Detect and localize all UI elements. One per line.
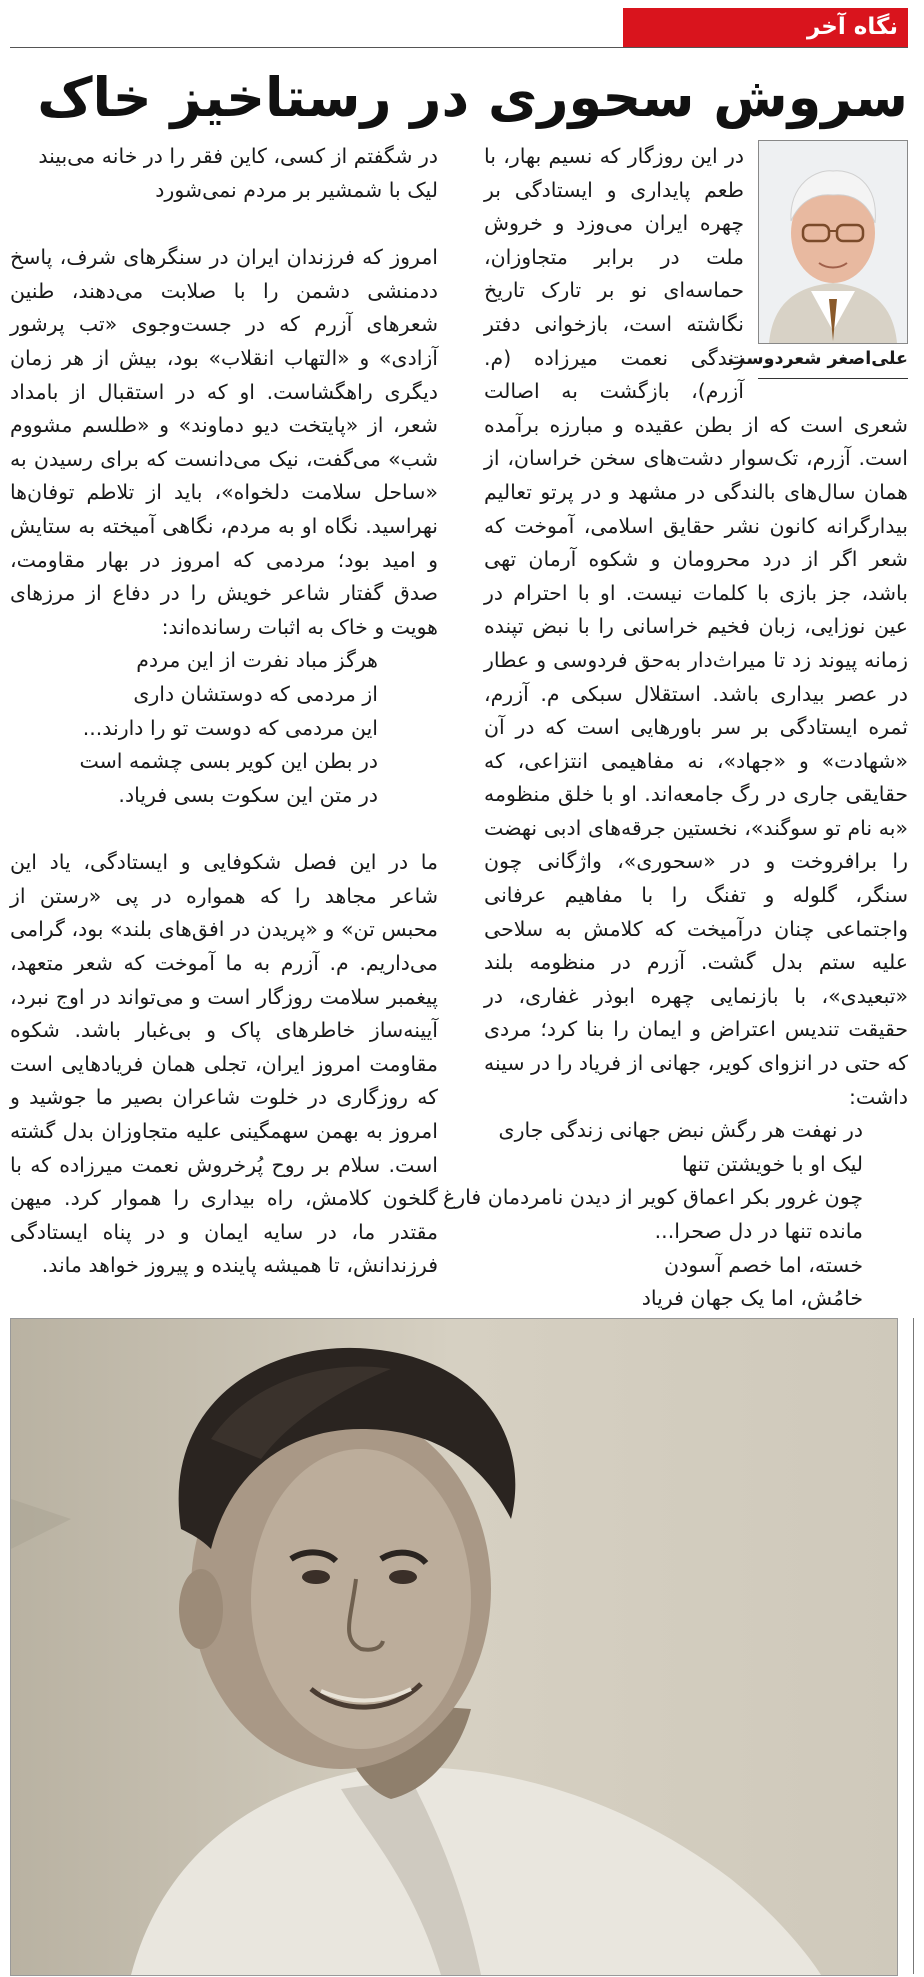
left-paragraph-2: امروز که فرزندان ایران در سنگرهای شرف، پاسخ ددمنشی دشمن را با صلابت می‌دهند، طنین شعرهای آزرم که در جست‌وجوی «تب پرشور آزادی» و «التهاب انقلاب» بود، بیش از هر زمان دیگری راهگشاست. او که در استقبال از بامداد شعر، از «پایتخت دیو دماوند» و «طلسم مشووم شب» می‌گفت، نیک می‌دانست که برای رسیدن به «ساحل سلامت دلخواه»، باید از تلاطم توفان‌ها نهراسید. نگاه او به مردم، نگاهی آمیخته به ستایش و امید بود؛ مردمی که امروز در بهار مقاومت، صدق گفتار شاعر خویش را در دفاع از مرزهای هویت و خاک به اثبات رسانده‌اند: <box>10 245 438 639</box>
couplet-line: در شگفتم از کسی، کاین فقر را در خانه می‌بیند <box>38 144 438 168</box>
right-paragraph-1: در این روزگار که نسیم بهار، با طعم پایداری و ایستادگی بر چهره ایران می‌وزد و خروش ملت در برابر متجاوزان، حماسه‌ای نو بر تارک تاریخ نگاشته است، بازخوانی دفتر زندگی نعمت میرزاده (م. آزرم)، بازگشت به اصالت شعری است که از بطن عقیده و مبارزه برآمده است. آزرم، تک‌سوار دشت‌های سخن خراسان، از همان سال‌های بالندگی در مشهد و در پرتو تعالیم بیدارگرانه کانون نشر حقایق اسلامی، آموخت که شعر اگر از درد محرومان و شکوه آرمان تهی باشد، جز بازی با کلمات نیست. او با احترام در عین نوزایی، زبان فخیم خراسانی را با نبض تپنده زمانه پیوند زد تا میراث‌دار به‌حق فردوسی و عطار در عصر بیداری باشد. استقلال سبکی م. آزرم، ثمره ایستادگی بر سر باورهایی است که در آن «شهادت» و «جهاد»، نه مفاهیمی انتزاعی، که حقایقی جاری در رگ جامعه‌اند. او با خلق منظومه «به نام تو سوگند»، نخستین جرقه‌های ادبی نهضت را برافروخت و در «سحوری»، واژگانی چون سنگر، گلوله و تفنگ را با مفاهیم عرفانی واجتماعی چنان درآمیخت که کلامش به سلاحی علیه ستم بدل گشت. آزرم در منظومه بلند «تبعیدی»، با بازنمایی چهره ابوذر غفاری، در حقیقت تندیس اعتراض و ایمان را بنا کرد؛ مردی که حتی در انزوای کویر، جهانی از فریاد را در سینه داشت: <box>484 144 908 1109</box>
verse-line: در بطن این کویر بسی چشمه است <box>79 749 378 774</box>
left-verse <box>10 644 438 812</box>
right-column <box>443 140 908 1316</box>
verse-line: این مردمی که دوست تو را دارند... <box>82 715 378 740</box>
side-rule <box>913 1318 914 1974</box>
poet-photograph <box>10 1318 898 1976</box>
verse-line: از مردمی که دوستشان داری <box>133 681 378 706</box>
headline: سروش سحوری در رستاخیز خاک <box>37 66 908 129</box>
author-portrait <box>758 140 908 344</box>
section-tag: نگاه آخر <box>623 8 908 47</box>
verse-line: چون غرور بکر اعماق کویر از دیدن نامردمان فارغ <box>443 1185 863 1210</box>
verse-line: لیک او با خویشتن تنها <box>681 1151 863 1176</box>
author-rule <box>758 378 908 379</box>
verse-line: خامُش، اما یک جهان فریاد <box>641 1286 863 1311</box>
left-paragraph-3: ما در این فصل شکوفایی و ایستادگی، یاد این شاعر مجاهد را که همواره در پی «رستن از محبس تن» و «پریدن در افق‌های بلند» بود، گرامی می‌داریم. م. آزرم به ما آموخت که شعر متعهد، پیغمبر سلامت روزگار است و می‌تواند در اوج نبرد، آیینه‌ساز خاطرهای پاک و بی‌غبار باشد. شکوه مقاومت امروز ایران، تجلی همان فریادهایی است که روزگاری در خلوت شاعران بصیر ما جوشید و امروز به بهمن سهمگینی علیه متجاوزان بدل گشته است. سلام بر روح پُرخروش نعمت میرزاده که با گلخون کلامش، راه بیداری را هموار کرد. میهن مقتدر ما، در سایه ایمان و در پناه ایستادگی فرزندانش، تا همیشه پاینده و پیروز خواهد ماند. <box>10 850 438 1278</box>
verse-line: خسته، اما خصم آسودن <box>664 1252 863 1277</box>
couplet-line: لیک با شمشیر بر مردم نمی‌شورد <box>155 177 438 202</box>
verse-line: هرگز مباد نفرت از این مردم <box>136 648 378 673</box>
author-box <box>727 140 908 379</box>
verse-line: در نهفت هر رگش نبض جهانی زندگی جاری <box>498 1118 863 1143</box>
author-name: علی‌اصغر شعردوست <box>727 349 908 369</box>
right-verse <box>443 1114 908 1316</box>
poet-photo-illustration <box>11 1319 897 1975</box>
left-column <box>10 140 438 1283</box>
header-rule <box>10 47 908 48</box>
verse-line: مانده تنها در دل صحرا... <box>654 1219 863 1243</box>
opening-couplet <box>10 140 438 207</box>
verse-line: در متن این سکوت بسی فریاد. <box>118 782 378 807</box>
